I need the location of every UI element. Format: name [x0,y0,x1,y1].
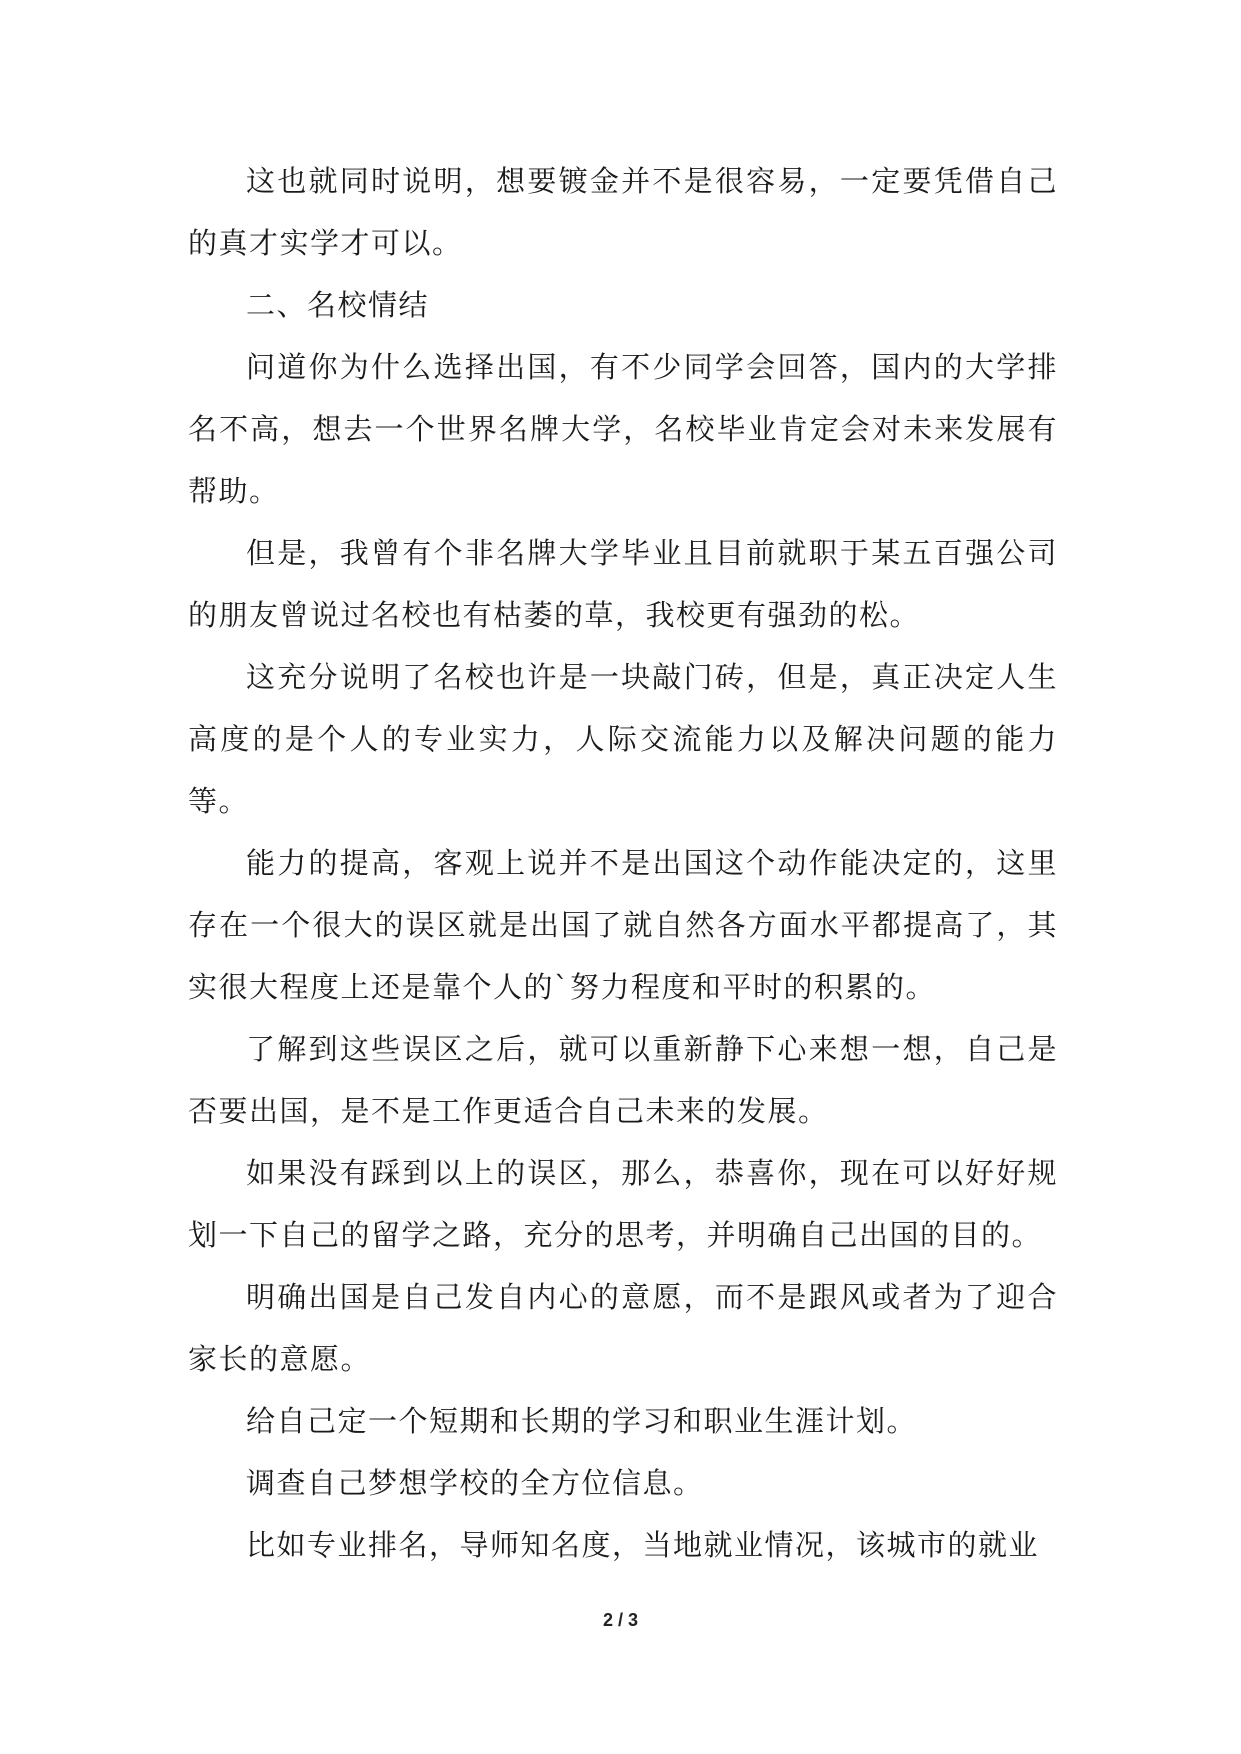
paragraph: 明确出国是自己发自内心的意愿，而不是跟风或者为了迎合家长的意愿。 [188,1280,1058,1376]
page-number: 2 / 3 [602,1610,639,1630]
paragraph: 能力的提高，客观上说并不是出国这个动作能决定的，这里存在一个很大的误区就是出国了就自然各方面水平都提高了，其实很大程度上还是靠个人的`努力程度和平时的积累的。 [188,846,1058,1004]
paragraph: 调查自己梦想学校的全方位信息。 [246,1466,704,1500]
paragraph: 这也就同时说明，想要镀金并不是很容易，一定要凭借自己的真才实学才可以。 [188,164,1058,260]
paragraph: 但是，我曾有个非名牌大学毕业且目前就职于某五百强公司的朋友曾说过名校也有枯萎的草，我校更有强劲的松。 [188,536,1058,632]
paragraph: 问道你为什么选择出国，有不少同学会回答，国内的大学排名不高，想去一个世界名牌大学，名校毕业肯定会对未来发展有帮助。 [188,350,1058,508]
paragraph: 了解到这些误区之后，就可以重新静下心来想一想，自己是否要出国，是不是工作更适合自己未来的发展。 [188,1032,1058,1128]
paragraph: 给自己定一个短期和长期的学习和职业生涯计划。 [246,1404,918,1438]
document-body [188,150,1058,1576]
paragraph: 比如专业排名，导师知名度，当地就业情况，该城市的就业 [246,1528,1040,1562]
paragraph: 这充分说明了名校也许是一块敲门砖，但是，真正决定人生高度的是个人的专业实力，人际交流能力以及解决问题的能力等。 [188,660,1058,818]
paragraph: 如果没有踩到以上的误区，那么，恭喜你，现在可以好好规划一下自己的留学之路，充分的思考，并明确自己出国的目的。 [188,1156,1058,1252]
section-heading: 二、名校情结 [246,288,430,322]
